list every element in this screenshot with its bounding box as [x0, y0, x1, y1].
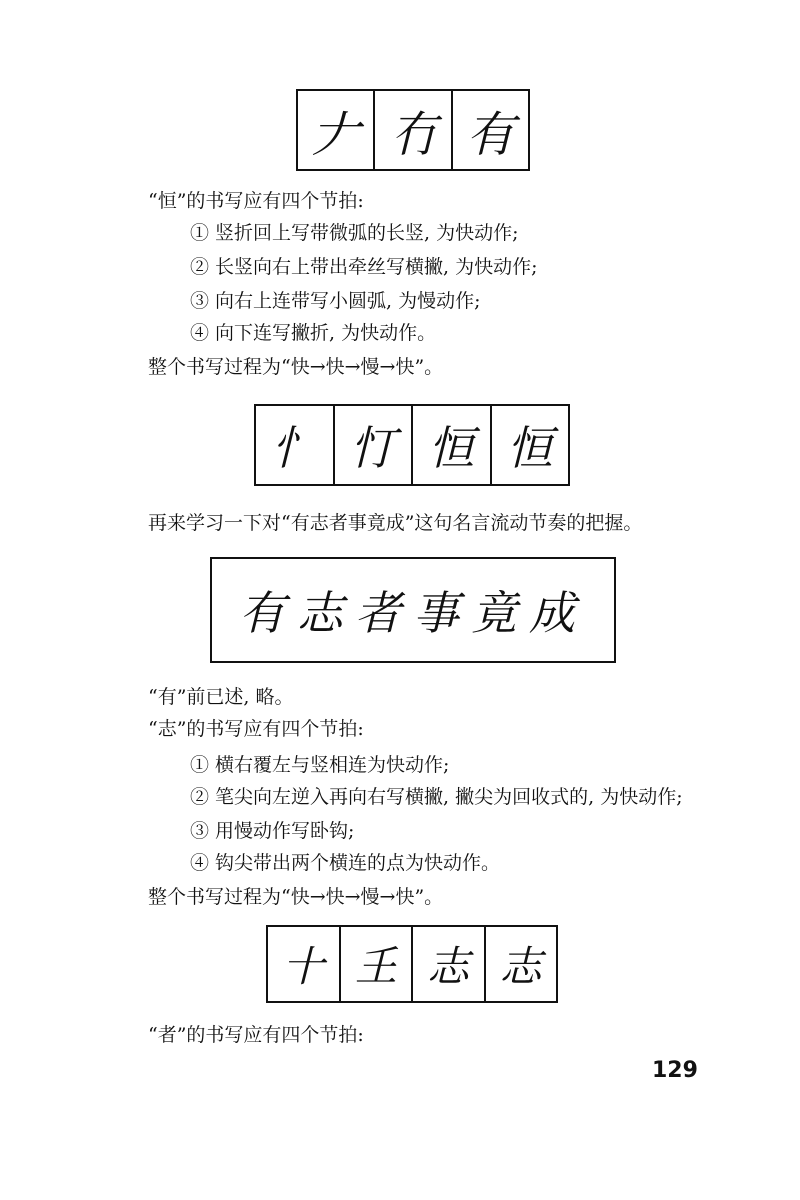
- heng-summary: 整个书写过程为“快→快→慢→快”。: [148, 356, 444, 378]
- motto-box: 有志者事竟成: [210, 557, 616, 663]
- stroke-cell: 忊: [335, 406, 414, 484]
- heng-step-1: ① 竖折回上写带微弧的长竖, 为快动作;: [190, 222, 519, 244]
- heng-step-4: ④ 向下连写撇折, 为快动作。: [190, 322, 437, 344]
- zhi-step-1: ① 横右覆左与竖相连为快动作;: [190, 754, 450, 776]
- stroke-cell: 𠂇: [298, 91, 375, 169]
- you-note: “有”前已述, 略。: [148, 686, 294, 708]
- stroke-cell: 十: [268, 927, 341, 1001]
- zhi-step-3: ③ 用慢动作写卧钩;: [190, 820, 355, 842]
- stroke-order-box-zhi: [266, 925, 558, 1003]
- heng-step-3: ③ 向右上连带写小圆弧, 为慢动作;: [190, 290, 481, 312]
- stroke-cell: 志: [413, 927, 486, 1001]
- zhi-step-2: ② 笔尖向左逆入再向右写横撇, 撇尖为回收式的, 为快动作;: [190, 786, 683, 808]
- stroke-order-box-heng: [254, 404, 570, 486]
- stroke-cell: 志: [499, 942, 542, 991]
- stroke-cell: 冇: [375, 91, 452, 169]
- motto-intro: 再来学习一下对“有志者事竟成”这句名言流动节奏的把握。: [148, 512, 643, 534]
- zhe-intro: “者”的书写应有四个节拍:: [148, 1024, 364, 1046]
- page-number: 129: [652, 1058, 698, 1083]
- stroke-cell: 忄: [256, 406, 335, 484]
- zhi-summary: 整个书写过程为“快→快→慢→快”。: [148, 886, 444, 908]
- heng-step-2: ② 长竖向右上带出牵丝写横撇, 为快动作;: [190, 256, 538, 278]
- zhi-step-4: ④ 钩尖带出两个横连的点为快动作。: [190, 852, 501, 874]
- stroke-cell: 有: [466, 106, 515, 163]
- stroke-cell: 恒: [413, 406, 492, 484]
- zhi-intro: “志”的书写应有四个节拍:: [148, 718, 364, 740]
- stroke-cell: 𡈼: [341, 927, 414, 1001]
- heng-intro: “恒”的书写应有四个节拍:: [148, 190, 364, 212]
- stroke-order-box-you: [296, 89, 530, 171]
- stroke-cell: 恒: [506, 421, 553, 475]
